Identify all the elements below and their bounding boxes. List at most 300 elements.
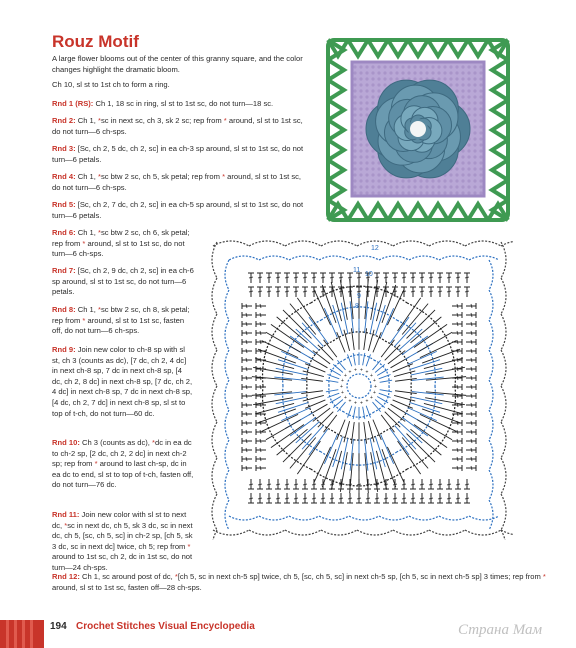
mesh-loop — [348, 40, 368, 56]
sc-symbol: + — [374, 384, 377, 390]
dc-symbol — [275, 273, 281, 283]
round-text: sc btw 2 sc, ch 6, sk petal; rep from — [52, 228, 190, 248]
dc-symbol — [248, 493, 254, 503]
chain-loop-blue — [225, 470, 229, 500]
chain-loop-blue — [225, 380, 229, 410]
chain-loop — [285, 241, 321, 246]
sc-symbol: + — [370, 373, 373, 380]
sc-symbol: + — [343, 394, 347, 401]
dc-symbol — [284, 287, 290, 297]
repeat-asterisk: * — [64, 520, 68, 530]
chain-loop — [212, 350, 217, 386]
dc-symbol — [410, 287, 416, 297]
round-label: Rnd 3: — [52, 144, 76, 153]
sc-symbol: + — [354, 400, 357, 407]
chain-loop-blue — [489, 260, 493, 290]
dc-symbol — [242, 465, 252, 471]
dc-symbol — [347, 493, 353, 503]
dc-symbol — [242, 321, 252, 327]
dc-symbol — [256, 303, 266, 309]
round-label: Rnd 10: — [52, 438, 80, 447]
chain-loop-blue — [489, 380, 493, 410]
dc-symbol — [452, 384, 462, 390]
dc-symbol — [466, 330, 476, 336]
chain-loop — [285, 530, 321, 535]
dc-symbol — [284, 493, 290, 503]
petal-stitch — [380, 390, 392, 392]
round-text: Ch 1, — [75, 305, 98, 314]
dc-symbol — [248, 287, 254, 297]
sc-symbol: + — [354, 367, 357, 374]
round-2-instruction — [52, 116, 310, 137]
repeat-asterisk: * — [98, 172, 101, 181]
dc-symbol — [464, 479, 470, 489]
sc-symbol: + — [343, 373, 347, 380]
chain-loop — [393, 241, 429, 246]
dc-symbol — [428, 273, 434, 283]
chain-loop — [212, 278, 217, 314]
page-number: 194 — [50, 621, 67, 632]
chain-loop — [212, 242, 217, 278]
dc-symbol — [242, 330, 252, 336]
repeat-asterisk: * — [542, 572, 546, 581]
chain-loop — [212, 458, 217, 494]
petal-stitch — [344, 421, 350, 442]
sc-symbol: + — [341, 389, 344, 396]
petal-stitch — [368, 330, 374, 351]
round-text: sc btw 2 sc, ch 8, sk petal; rep from — [52, 305, 190, 325]
repeat-asterisk: * — [174, 572, 178, 581]
mesh-loop — [448, 40, 468, 56]
mesh-loop — [492, 100, 508, 120]
dc-symbol — [446, 493, 452, 503]
mesh-loop — [492, 160, 508, 180]
chain-loop-blue — [225, 350, 229, 380]
dc-symbol — [401, 273, 407, 283]
mesh-loop — [328, 180, 344, 200]
chain-loop — [501, 278, 506, 314]
dc-symbol — [437, 287, 443, 297]
mesh-loop — [492, 180, 508, 200]
sc-symbol: + — [372, 378, 376, 385]
petal-stitch — [262, 341, 299, 358]
mesh-loop — [328, 160, 344, 180]
dc-symbol — [242, 348, 252, 354]
round-5-instruction — [52, 200, 310, 221]
page-title: Rouz Motif — [52, 32, 139, 51]
chain-loop — [465, 530, 501, 535]
dc-symbol — [365, 287, 371, 297]
mesh-loop — [388, 40, 408, 56]
dc-symbol — [257, 287, 263, 297]
chain-loop-blue — [259, 256, 289, 260]
petal-stitch — [388, 351, 405, 364]
sc-symbol: + — [341, 378, 344, 385]
chain-loop — [321, 530, 357, 535]
dc-symbol — [242, 447, 252, 453]
intro-paragraph: A large flower blooms out of the center of this granny square, and the color changes highlight the dramatic bloom. — [52, 54, 303, 74]
footer-stripes — [0, 620, 44, 648]
dc-symbol — [284, 273, 290, 283]
chain-loop-blue — [225, 410, 229, 440]
dc-symbol — [320, 273, 326, 283]
chain-loop-blue — [349, 516, 379, 520]
chain-loop — [393, 530, 429, 535]
round-text: Ch 1, — [75, 116, 98, 125]
dc-symbol — [302, 273, 308, 283]
chain-loop-blue — [319, 516, 349, 520]
dc-symbol — [466, 438, 476, 444]
chain-loop-blue — [319, 256, 349, 260]
dc-symbol — [466, 366, 476, 372]
dc-symbol — [275, 479, 281, 489]
chain-loop-blue — [439, 516, 469, 520]
dc-symbol — [437, 479, 443, 489]
foundation-instruction: Ch 10, sl st to 1st ch to form a ring. — [52, 80, 170, 89]
round-1-instruction — [52, 99, 310, 110]
dc-symbol — [419, 273, 425, 283]
repeat-asterisk: * — [152, 438, 155, 447]
chain-loop — [429, 530, 465, 535]
dc-symbol — [452, 321, 462, 327]
round-text: Ch 1, — [75, 172, 98, 181]
round-label: Rnd 5: — [52, 200, 76, 209]
petal-stitch — [318, 345, 333, 360]
dc-symbol — [293, 493, 299, 503]
dc-symbol — [466, 402, 476, 408]
petal-stitch — [395, 426, 416, 450]
round-text: Join new color with sl st to next dc, — [52, 510, 187, 530]
dc-symbol — [242, 366, 252, 372]
round-3-instruction — [52, 144, 310, 165]
petal-stitch — [417, 420, 452, 440]
round-4-instruction — [52, 172, 310, 193]
dc-symbol — [256, 321, 266, 327]
dc-symbol — [242, 456, 252, 462]
petal-stitch — [399, 422, 423, 443]
mesh-loop — [368, 204, 388, 220]
dc-symbol — [452, 447, 462, 453]
mesh-loop — [328, 100, 344, 120]
round-number-label: 10 — [365, 271, 373, 278]
chain-loop — [321, 241, 357, 246]
round-text: [ch 5, sc in next ch-5 sp] twice, ch 5, [sc, ch 5, sc] in next ch-5 sp, [ch 5, sc in next ch-5 sp] 3 times; rep from — [177, 572, 543, 581]
petal-stitch — [399, 329, 423, 350]
chain-loop-blue — [489, 500, 493, 530]
dc-symbol — [452, 303, 462, 309]
chain-loop — [212, 314, 217, 350]
sc-symbol: + — [370, 394, 373, 401]
chain-loop — [501, 314, 506, 350]
mesh-loop — [408, 204, 428, 220]
chain-loop — [501, 458, 506, 494]
dc-symbol — [242, 375, 252, 381]
round-6-instruction — [52, 228, 194, 260]
petal-stitch — [394, 371, 415, 377]
round-text: Ch 1, 18 sc in ring, sl st to 1st sc, do not turn—18 sc. — [93, 99, 274, 108]
sc-symbol: + — [365, 369, 369, 376]
dc-symbol — [242, 393, 252, 399]
mesh-loop — [428, 204, 448, 220]
round-text: around, sl st to 1st sc, fasten off—28 ch-sps. — [52, 582, 202, 592]
round-10-instruction — [52, 438, 194, 491]
dc-symbol — [452, 420, 462, 426]
mesh-loop — [328, 80, 344, 100]
dc-symbol — [248, 273, 254, 283]
dc-symbol — [452, 330, 462, 336]
round-text: sc btw 2 sc, ch 5, sk petal; rep from — [100, 172, 223, 181]
dc-symbol — [242, 384, 252, 390]
round-label: Rnd 12: — [52, 572, 80, 581]
dc-symbol — [410, 493, 416, 503]
round-number-label: 12 — [371, 245, 379, 252]
dc-symbol — [466, 384, 476, 390]
dc-symbol — [419, 287, 425, 297]
chain-loop-blue — [489, 290, 493, 320]
round-text: around, sl st to 1st sc, do not turn—6 ch-sps. — [52, 172, 302, 192]
round-label: Rnd 4: — [52, 172, 76, 181]
dc-symbol — [242, 339, 252, 345]
dc-symbol — [275, 287, 281, 297]
petal-stitch — [417, 332, 452, 352]
sc-symbol: + — [359, 400, 363, 407]
dc-symbol — [257, 493, 263, 503]
dc-symbol — [466, 447, 476, 453]
chain-loop-blue — [489, 440, 493, 470]
dc-symbol — [437, 273, 443, 283]
chain-loop — [501, 386, 506, 422]
petal-stitch — [313, 351, 330, 364]
dc-symbol — [242, 402, 252, 408]
petal-stitch — [313, 408, 330, 421]
chain-loop — [465, 241, 501, 246]
dc-symbol — [466, 456, 476, 462]
chain-loop-blue — [229, 516, 259, 520]
dc-symbol — [428, 493, 434, 503]
sc-symbol: + — [372, 389, 376, 396]
dc-symbol — [242, 429, 252, 435]
dc-symbol — [266, 493, 272, 503]
dc-symbol — [401, 479, 407, 489]
chain-loop-blue — [409, 516, 439, 520]
chain-loop — [357, 530, 393, 535]
mesh-loop — [468, 40, 488, 56]
petal-stitch — [353, 407, 355, 419]
dc-symbol — [455, 479, 461, 489]
round-label: Rnd 11: — [52, 510, 80, 519]
dc-symbol — [392, 493, 398, 503]
dc-symbol — [242, 357, 252, 363]
dc-symbol — [452, 438, 462, 444]
dc-symbol — [293, 287, 299, 297]
dc-symbol — [452, 456, 462, 462]
petal-stitch — [363, 353, 365, 365]
dc-symbol — [293, 479, 299, 489]
round-text: [Sc, ch 2, 9 dc, ch 2, sc] in ea ch-6 sp around, sl st to 1st sc, do not turn—6 petals. — [52, 266, 194, 297]
mesh-loop — [468, 204, 488, 220]
repeat-asterisk: * — [98, 305, 101, 314]
chain-loop-blue — [225, 260, 229, 290]
chain-loop-blue — [489, 350, 493, 380]
dc-symbol — [338, 493, 344, 503]
petal-stitch — [318, 412, 333, 427]
chain-loop — [249, 241, 285, 246]
mesh-loop — [368, 40, 388, 56]
dc-symbol — [455, 287, 461, 297]
chain-loop-blue — [289, 256, 319, 260]
chain-loop-blue — [489, 410, 493, 440]
chain-loop-blue — [349, 256, 379, 260]
dc-symbol — [311, 479, 317, 489]
repeat-asterisk: * — [94, 459, 98, 469]
dc-symbol — [464, 493, 470, 503]
dc-symbol — [347, 287, 353, 297]
round-label: Rnd 1 (RS): — [52, 99, 94, 108]
dc-symbol — [256, 465, 266, 471]
round-text: dc in ea dc to ch-2 sp, [2 dc, ch 2, 2 dc] in next ch-2 sp; rep from — [52, 438, 192, 469]
petal-stitch — [302, 323, 323, 347]
motif-photo — [322, 34, 514, 226]
round-text: Ch 3 (counts as dc), — [79, 438, 153, 447]
repeat-asterisk: * — [82, 238, 86, 248]
dc-symbol — [356, 493, 362, 503]
petal-stitch — [302, 426, 323, 450]
dc-symbol — [419, 479, 425, 489]
dc-symbol — [311, 273, 317, 283]
dc-symbol — [248, 479, 254, 489]
dc-symbol — [266, 273, 272, 283]
mesh-loop — [492, 120, 508, 140]
dc-symbol — [302, 493, 308, 503]
repeat-asterisk: * — [222, 172, 226, 181]
dc-symbol — [275, 493, 281, 503]
chain-loop — [429, 241, 465, 246]
mesh-loop — [492, 60, 508, 80]
dc-symbol — [437, 493, 443, 503]
flower-bloom — [366, 80, 470, 178]
round-text: around to 1st sc, ch 2, dc in 1st sc, do not turn—24 ch-sps. — [52, 552, 193, 572]
chain-loop — [212, 494, 217, 530]
round-number-label: 8 — [355, 303, 359, 310]
book-title: Crochet Stitches Visual Encyclopedia — [76, 621, 255, 632]
dc-symbol — [256, 420, 266, 426]
mesh-loop — [492, 140, 508, 160]
dc-symbol — [256, 330, 266, 336]
dc-symbol — [256, 384, 266, 390]
petal-stitch — [381, 340, 394, 357]
dc-symbol — [266, 287, 272, 297]
chain-loop — [249, 530, 285, 535]
repeat-asterisk: * — [187, 541, 191, 551]
chain-loop-blue — [379, 256, 409, 260]
chain-loop-blue — [225, 320, 229, 350]
dc-symbol — [266, 479, 272, 489]
dc-symbol — [446, 479, 452, 489]
chain-loop — [213, 241, 249, 246]
sc-symbol: + — [348, 369, 352, 376]
chain-loop — [213, 530, 249, 535]
repeat-asterisk: * — [98, 228, 101, 237]
round-text: around, sl st to 1st sc, do not turn—6 ch-sps. — [52, 116, 303, 136]
round-text: Join new color to ch-8 sp with sl st, ch 3 (counts as dc), [7 dc, ch 2, 4 dc] in next ch-8 sp, 7 dc in next ch-8 sp, [4 dc, ch 2, 8 dc] in next ch-8 sp, [7 dc, ch 2, 4 dc] in next ch-8 sp, 7 dc in next ch-8 sp, [4 dc, ch 2, 7 dc] in next ch-8 sp, sl st to top of t-ch, do not turn—60 dc. — [52, 345, 193, 418]
petal-stitch — [385, 412, 400, 427]
dc-symbol — [466, 339, 476, 345]
dc-symbol — [410, 273, 416, 283]
dc-symbol — [320, 493, 326, 503]
round-label: Rnd 8: — [52, 305, 76, 314]
round-number-label: 11 — [353, 267, 361, 274]
foundation-ring — [347, 374, 371, 398]
round-label: Rnd 6: — [52, 228, 76, 237]
chain-loop — [501, 350, 506, 386]
round-9-instruction — [52, 345, 194, 419]
dc-symbol — [401, 493, 407, 503]
petal-stitch — [324, 415, 337, 432]
petal-stitch — [380, 380, 392, 382]
mesh-loop — [328, 140, 344, 160]
round-text: Ch 1, sc around post of dc, — [79, 572, 175, 581]
dc-symbol — [256, 447, 266, 453]
sc-symbol: + — [348, 398, 352, 405]
round-text: Ch 1, — [75, 228, 98, 237]
chain-loop — [501, 242, 506, 278]
dc-symbol — [428, 479, 434, 489]
stitch-diagram — [205, 236, 513, 540]
petal-stitch — [266, 420, 301, 440]
sc-symbol: + — [359, 367, 363, 374]
round-text: around, sl st to 1st sc, do not turn—6 ch-sps. — [52, 238, 185, 259]
mesh-loop — [448, 204, 468, 220]
mesh-loop — [492, 80, 508, 100]
petal-stitch — [395, 323, 416, 347]
chain-loop-blue — [469, 516, 499, 520]
mesh-loop — [428, 40, 448, 56]
dc-symbol — [256, 456, 266, 462]
dc-symbol — [410, 479, 416, 489]
mesh-loop — [388, 204, 408, 220]
dc-symbol — [242, 411, 252, 417]
dc-symbol — [428, 287, 434, 297]
dc-symbol — [329, 273, 335, 283]
flower-center — [409, 120, 427, 138]
dc-symbol — [452, 465, 462, 471]
round-text: around, sl st to 1st sc, fasten off, do not turn—6 ch-sps. — [52, 315, 185, 336]
dc-symbol — [464, 287, 470, 297]
petal-stitch — [388, 408, 405, 421]
petal-stitch — [266, 332, 301, 352]
petal-stitch — [420, 414, 457, 431]
dc-symbol — [256, 312, 266, 318]
dc-symbol — [466, 420, 476, 426]
dc-symbol — [383, 493, 389, 503]
round-11-instruction — [52, 510, 194, 574]
chain-loop-blue — [469, 256, 499, 260]
dc-symbol — [302, 479, 308, 489]
round-label: Rnd 2: — [52, 116, 76, 125]
dc-symbol — [256, 348, 266, 354]
round-label: Rnd 7: — [52, 266, 76, 275]
dc-symbol — [374, 493, 380, 503]
round-number-label: 9 — [357, 293, 361, 300]
round-12-instruction — [52, 572, 562, 593]
dc-symbol — [455, 493, 461, 503]
mesh-loop — [408, 40, 428, 56]
dc-symbol — [311, 493, 317, 503]
chain-loop-blue — [489, 320, 493, 350]
dc-symbol — [242, 312, 252, 318]
petal-stitch — [394, 395, 415, 401]
round-7-instruction — [52, 266, 194, 298]
